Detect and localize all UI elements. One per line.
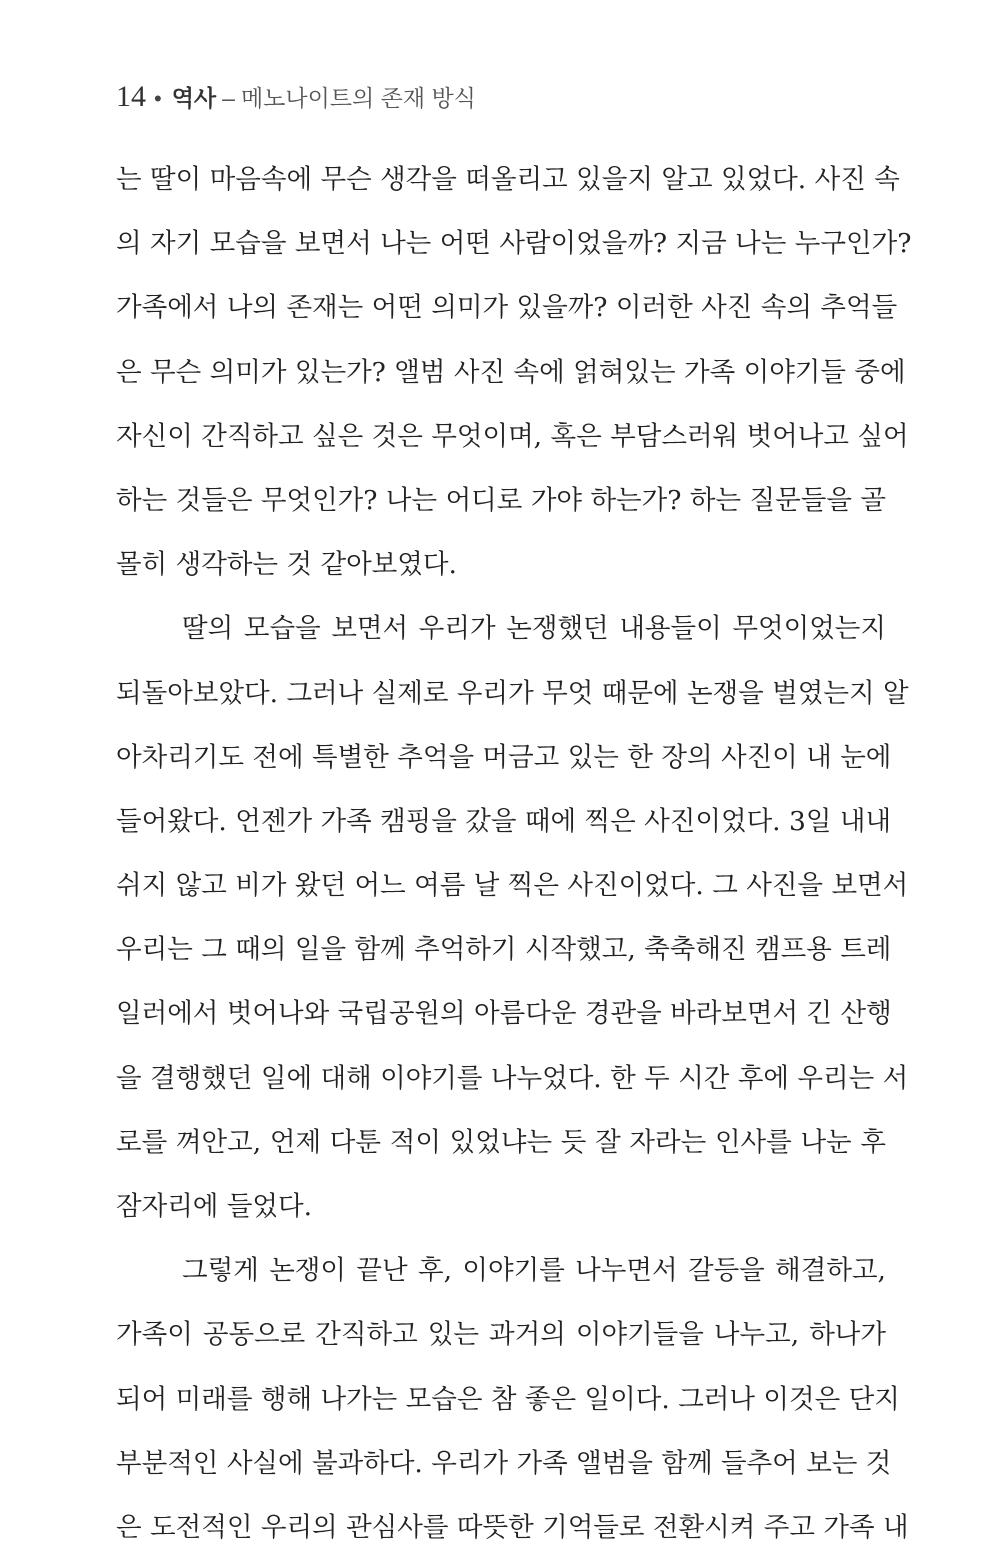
- paragraph-2: [116, 597, 909, 1239]
- text-line: 을 결행했던 일에 대해 이야기를 나누었다. 한 두 시간 후에 우리는 서: [116, 1062, 909, 1094]
- page-number: 14: [116, 80, 146, 113]
- section-title: 역사: [171, 85, 217, 111]
- text-line: 일러에서 벗어나와 국립공원의 아름다운 경관을 바라보면서 긴 산행: [116, 998, 892, 1030]
- header-dash: –: [222, 85, 235, 111]
- text-line: 하는 것들은 무엇인가? 나는 어디로 가야 하는가? 하는 질문들을 골: [116, 484, 886, 516]
- text-line: 의 자기 모습을 보면서 나는 어떤 사람이었을까? 지금 나는 누구인가?: [116, 228, 912, 260]
- text-line: 가족이 공동으로 간직하고 있는 과거의 이야기들을 나누고, 하나가: [116, 1319, 886, 1351]
- paragraph-1: [116, 148, 912, 597]
- body-text: [116, 148, 912, 1560]
- text-line: 로를 껴안고, 언제 다툰 적이 있었냐는 듯 잘 자라는 인사를 나눈 후: [116, 1126, 886, 1158]
- text-line: 은 도전적인 우리의 관심사를 따뜻한 기억들로 전환시켜 주고 가족 내: [116, 1511, 909, 1543]
- text-line: 되어 미래를 행해 나가는 모습은 참 좋은 일이다. 그러나 이것은 단지: [116, 1383, 900, 1415]
- text-line: 우리는 그 때의 일을 함께 추억하기 시작했고, 축축해진 캠프용 트레: [116, 934, 892, 966]
- text-line: 몰히 생각하는 것 같아보였다.: [116, 549, 457, 581]
- text-line: 들어왔다. 언젠가 가족 캠핑을 갔을 때에 찍은 사진이었다. 3일 내내: [116, 805, 892, 837]
- text-line: 가족에서 나의 존재는 어떤 의미가 있을까? 이러한 사진 속의 추억들: [116, 292, 898, 324]
- book-title: 메노나이트의 존재 방식: [240, 85, 476, 111]
- text-line: 아차리기도 전에 특별한 추억을 머금고 있는 한 장의 사진이 내 눈에: [116, 741, 892, 773]
- text-line: 쉬지 않고 비가 왔던 어느 여름 날 찍은 사진이었다. 그 사진을 보면서: [116, 870, 909, 902]
- text-line: 은 무슨 의미가 있는가? 앨범 사진 속에 얽혀있는 가족 이야기들 중에: [116, 356, 906, 388]
- text-line: 되돌아보았다. 그러나 실제로 우리가 무엇 때문에 논쟁을 벌였는지 알: [116, 677, 909, 709]
- paragraph-3: [116, 1239, 909, 1560]
- text-line: 자신이 간직하고 싶은 것은 무엇이며, 혹은 부담스러워 벗어나고 싶어: [116, 420, 909, 452]
- running-header: [116, 80, 476, 120]
- text-line: 그렇게 논쟁이 끝난 후, 이야기를 나누면서 갈등을 해결하고,: [182, 1255, 886, 1287]
- text-line: 는 딸이 마음속에 무슨 생각을 떠올리고 있을지 알고 있었다. 사진 속: [116, 164, 900, 195]
- text-line: 딸의 모습을 보면서 우리가 논쟁했던 내용들이 무엇이었는지: [182, 613, 886, 645]
- text-line: 잠자리에 들었다.: [116, 1191, 313, 1222]
- text-line: 부분적인 사실에 불과하다. 우리가 가족 앨범을 함께 들추어 보는 것: [116, 1447, 892, 1479]
- header-bullet: •: [154, 86, 162, 111]
